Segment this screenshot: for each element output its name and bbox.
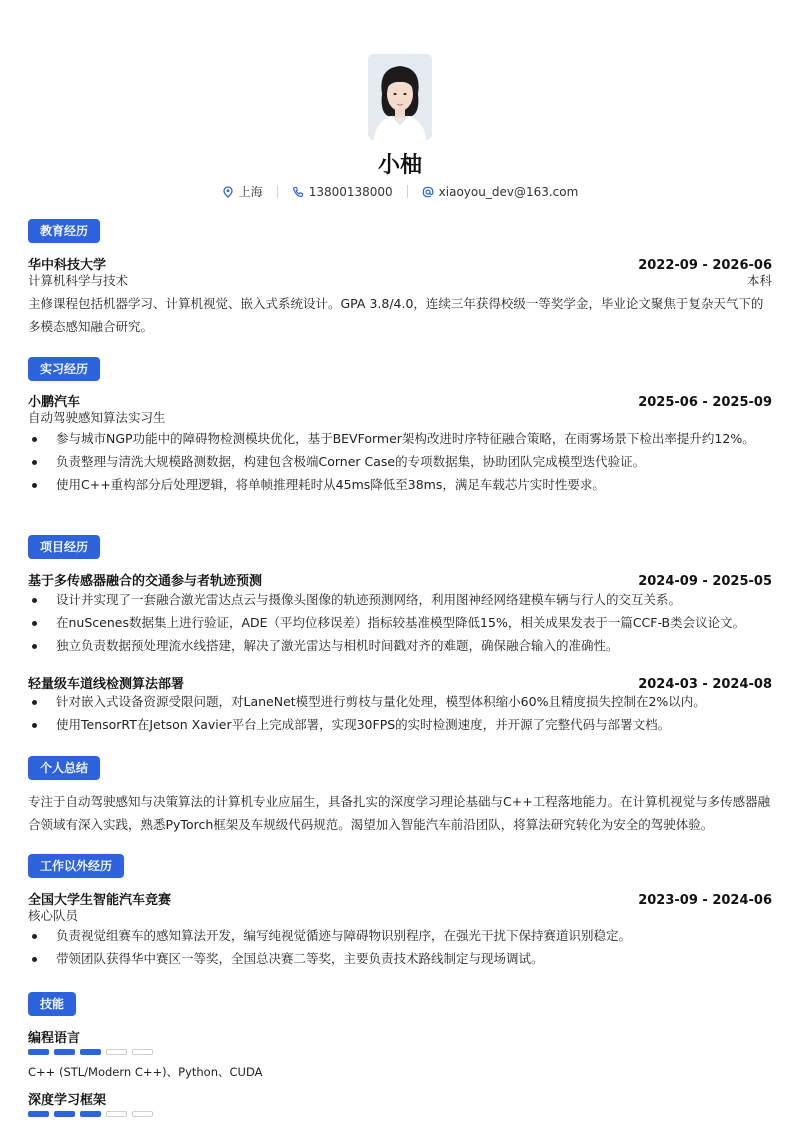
project-bullets bbox=[28, 692, 772, 738]
skill-bar-empty bbox=[106, 1111, 127, 1117]
location-text: 上海 bbox=[238, 185, 263, 199]
summary-text: 专注于自动驾驶感知与决策算法的计算机专业应届生，具备扎实的深度学习理论基础与C++工程落地能力。在计算机视觉与多传感器融合领域有深入实践，熟悉PyTorch框架及车规级代码规范。渴望加入智能汽车前沿团队，将算法研究转化为安全的驾驶体验。 bbox=[28, 794, 771, 832]
contact-email bbox=[422, 185, 579, 199]
list-item: 使用C++重构部分后处理逻辑，将单帧推理耗时从45ms降低至38ms，满足车载芯片实时性要求。 bbox=[28, 475, 772, 495]
list-item: 设计并实现了一套融合激光雷达点云与摄像头图像的轨迹预测网络，利用图神经网络建模车辆与行人的交互关系。 bbox=[28, 590, 772, 610]
section-title-projects: 项目经历 bbox=[28, 535, 100, 559]
location-pin-icon bbox=[222, 186, 234, 198]
skill-bar-filled bbox=[54, 1049, 75, 1055]
list-item: 负责整理与清洗大规模路测数据，构建包含极端Corner Case的专项数据集，协助团队完成模型迭代验证。 bbox=[28, 452, 772, 472]
skill-bar-empty bbox=[106, 1049, 127, 1055]
project-bullets bbox=[28, 590, 772, 659]
contact-phone bbox=[292, 185, 393, 199]
contact-divider bbox=[277, 185, 278, 198]
degree: 本科 bbox=[746, 273, 772, 288]
internship-subheader bbox=[28, 408, 772, 426]
email-text: xiaoyou_dev@163.com bbox=[438, 184, 579, 199]
portrait-image bbox=[368, 54, 432, 140]
extra-bullets bbox=[28, 926, 772, 972]
profile-photo bbox=[368, 54, 432, 140]
phone-icon bbox=[292, 186, 304, 198]
project-header bbox=[28, 673, 772, 692]
section-title-summary: 个人总结 bbox=[28, 756, 100, 780]
contact-divider bbox=[407, 185, 408, 198]
skill-name: 编程语言 bbox=[28, 1031, 81, 1046]
section-title-skills: 技能 bbox=[28, 992, 76, 1016]
list-item: 针对嵌入式设备资源受限问题，对LaneNet模型进行剪枝与量化处理，模型体积缩小60%且精度损失控制在2%以内。 bbox=[28, 692, 772, 712]
skill-level-bar bbox=[28, 1049, 153, 1055]
section-title-internship: 实习经历 bbox=[28, 357, 100, 381]
list-item: 参与城市NGP功能中的障碍物检测模块优化，基于BEVFormer架构改进时序特征融合策略，在雨雾场景下检出率提升约12%。 bbox=[28, 429, 772, 449]
skill-bar-empty bbox=[132, 1049, 153, 1055]
project-title: 轻量级车道线检测算法部署 bbox=[28, 677, 185, 692]
skill-name: 深度学习框架 bbox=[28, 1093, 107, 1108]
list-item: 独立负责数据预处理流水线搭建，解决了激光雷达与相机时间戳对齐的难题，确保融合输入的准确性。 bbox=[28, 636, 772, 656]
company-name: 小鹏汽车 bbox=[28, 395, 81, 410]
skill-bar-filled bbox=[80, 1049, 101, 1055]
skill-bar-filled bbox=[54, 1111, 75, 1117]
extra-subheader bbox=[28, 906, 772, 924]
skill-level-bar bbox=[28, 1111, 153, 1117]
contact-location bbox=[222, 183, 263, 200]
skill-bar-filled bbox=[80, 1111, 101, 1117]
skill-bar-filled bbox=[28, 1111, 49, 1117]
major: 计算机科学与技术 bbox=[28, 273, 129, 288]
skill-description: C++ (STL/Modern C++)、Python、CUDA bbox=[28, 1065, 263, 1079]
internship-bullets bbox=[28, 429, 772, 498]
extra-role: 核心队员 bbox=[28, 908, 79, 923]
section-title-education: 教育经历 bbox=[28, 219, 100, 243]
skill-bar-empty bbox=[132, 1111, 153, 1117]
candidate-name: 小柚 bbox=[377, 153, 422, 178]
education-description: 主修课程包括机器学习、计算机视觉、嵌入式系统设计。GPA 3.8/4.0，连续三年获得校级一等奖学金，毕业论文聚焦于复杂天气下的多模态感知融合研究。 bbox=[28, 296, 764, 334]
project-header bbox=[28, 570, 772, 589]
project-dates: 2024-09 - 2025-05 bbox=[638, 574, 772, 589]
list-item: 负责视觉组赛车的感知算法开发，编写纯视觉循迹与障碍物识别程序，在强光干扰下保持赛道识别稳定。 bbox=[28, 926, 772, 946]
school-name: 华中科技大学 bbox=[28, 258, 107, 273]
skill-bar-filled bbox=[28, 1049, 49, 1055]
education-subheader bbox=[28, 271, 772, 289]
extra-dates: 2023-09 - 2024-06 bbox=[638, 893, 772, 908]
list-item: 带领团队获得华中赛区一等奖，全国总决赛二等奖，主要负责技术路线制定与现场调试。 bbox=[28, 949, 772, 969]
project-title: 基于多传感器融合的交通参与者轨迹预测 bbox=[28, 574, 263, 589]
at-sign-icon bbox=[422, 186, 434, 198]
project-dates: 2024-03 - 2024-08 bbox=[638, 677, 772, 692]
internship-dates: 2025-06 - 2025-09 bbox=[638, 395, 772, 410]
section-title-extra: 工作以外经历 bbox=[28, 854, 124, 878]
list-item: 使用TensorRT在Jetson Xavier平台上完成部署，实现30FPS的实时检测速度，并开源了完整代码与部署文档。 bbox=[28, 715, 772, 735]
list-item: 在nuScenes数据集上进行验证，ADE（平均位移误差）指标较基准模型降低15%，相关成果发表于一篇CCF-B类会议论文。 bbox=[28, 613, 772, 633]
education-dates: 2022-09 - 2026-06 bbox=[638, 258, 772, 273]
internship-role: 自动驾驶感知算法实习生 bbox=[28, 410, 166, 425]
contact-bar bbox=[0, 183, 800, 200]
phone-text: 13800138000 bbox=[308, 184, 393, 199]
extra-name: 全国大学生智能汽车竞赛 bbox=[28, 893, 172, 908]
